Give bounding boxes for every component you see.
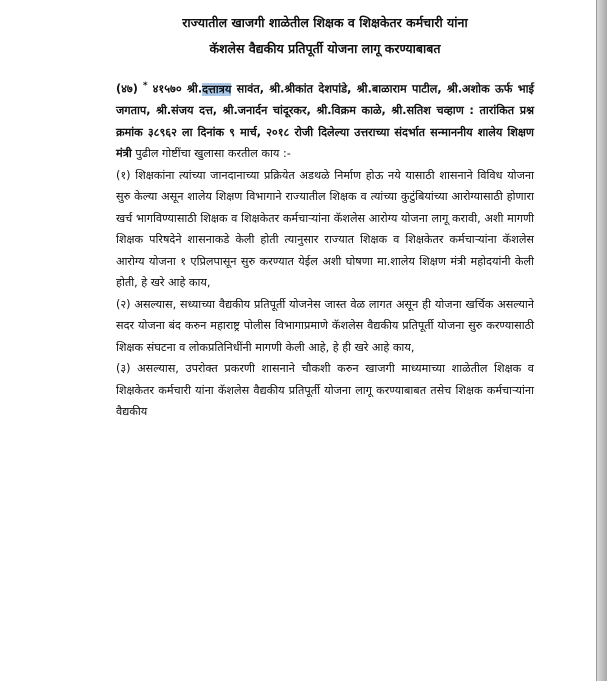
- document-title: [116, 10, 534, 62]
- starred-mark: *: [142, 81, 148, 91]
- paragraph-1: (१) शिक्षकांना त्यांच्या जानदानाच्या प्रक्रियेत अडथळे निर्माण होऊ नये यासाठी शासनाने विविध योजना सुरु केल्या असून शालेय शिक्षण विभागाने राज्यातील शिक्षक व त्यांच्या कुटुंबियांच्या आरोग्यासाठी होणारा खर्च भागविण्यासाठी शिक्षक व शिक्षकेतर कर्मचाऱ्यांना कॅशलेस आरोग्य योजना लागू करावी, अशी मागणी शिक्षक परिषदेने शासनाकडे केली होती त्यानुसार राज्यात शिक्षक व शिक्षकेतर कर्मचाऱ्यांना कॅशलेस आरोग्य योजना १ एप्रिलपासून सुरु करण्यात येईल अशी घोषणा मा.शालेय शिक्षण मंत्री महोदयांनी केली होती, हे खरे आहे काय,: [116, 168, 534, 290]
- paragraph-3: (३) असल्यास, उपरोक्त प्रकरणी शासनाने चौकशी करुन खाजगी माध्यमाच्या शाळेतील शिक्षक व शिक्षकेतर कर्मचारी यांना कॅशलेस वैद्यकीय प्रतिपूर्ती योजना लागू करण्याबाबत तसेच शिक्षक कर्मचाऱ्यांना वैद्यकीय: [116, 362, 534, 419]
- viewer-page-edge: [596, 0, 607, 681]
- question-askers: सावंत, श्री.श्रीकांत देशपांडे, श्री.बाळाराम पाटील, श्री.अशोक ऊर्फ भाई जगताप, श्री.संजय दत्त, श्री.जनार्दन चांदूरकर, श्री.विक्रम काळे, श्री.सतिश चव्हाण : तारांकित प्रश्न क्रमांक ३८९६२ ला दिनांक ९ मार्च, २०१८ रोजी दिलेल्या उत्तराच्या संदर्भात सन्माननीय शालेय शिक्षण मंत्री: [116, 82, 534, 161]
- question-tail: पुढील गोष्टींचा खुलासा करतील काय :-: [131, 147, 291, 161]
- document-page: [116, 10, 534, 423]
- title-line-1: राज्यातील खाजगी शाळेतील शिक्षक व शिक्षकेतर कर्मचारी यांना: [182, 15, 468, 30]
- question-id: ४१५७० श्री.: [152, 82, 203, 96]
- highlighted-name[interactable]: दत्तात्रय: [202, 82, 232, 96]
- title-line-2: कॅशलेस वैद्यकीय प्रतिपूर्ती योजना लागू करण्याबाबत: [209, 41, 441, 56]
- question-intro: [116, 76, 534, 165]
- question-number: (४७): [116, 82, 138, 96]
- paragraph-2: (२) असल्यास, सध्याच्या वैद्यकीय प्रतिपूर्ती योजनेस जास्त वेळ लागत असून ही योजना खर्चिक असल्याने सदर योजना बंद करुन महाराष्ट्र पोलीस विभागाप्रमाणे कॅशलेस वैद्यकीय प्रतिपूर्ती योजना सुरु करण्यासाठी शिक्षक संघटना व लोकप्रतिनिधींनी मागणी केली आहे, हे ही खरे आहे काय,: [116, 297, 534, 354]
